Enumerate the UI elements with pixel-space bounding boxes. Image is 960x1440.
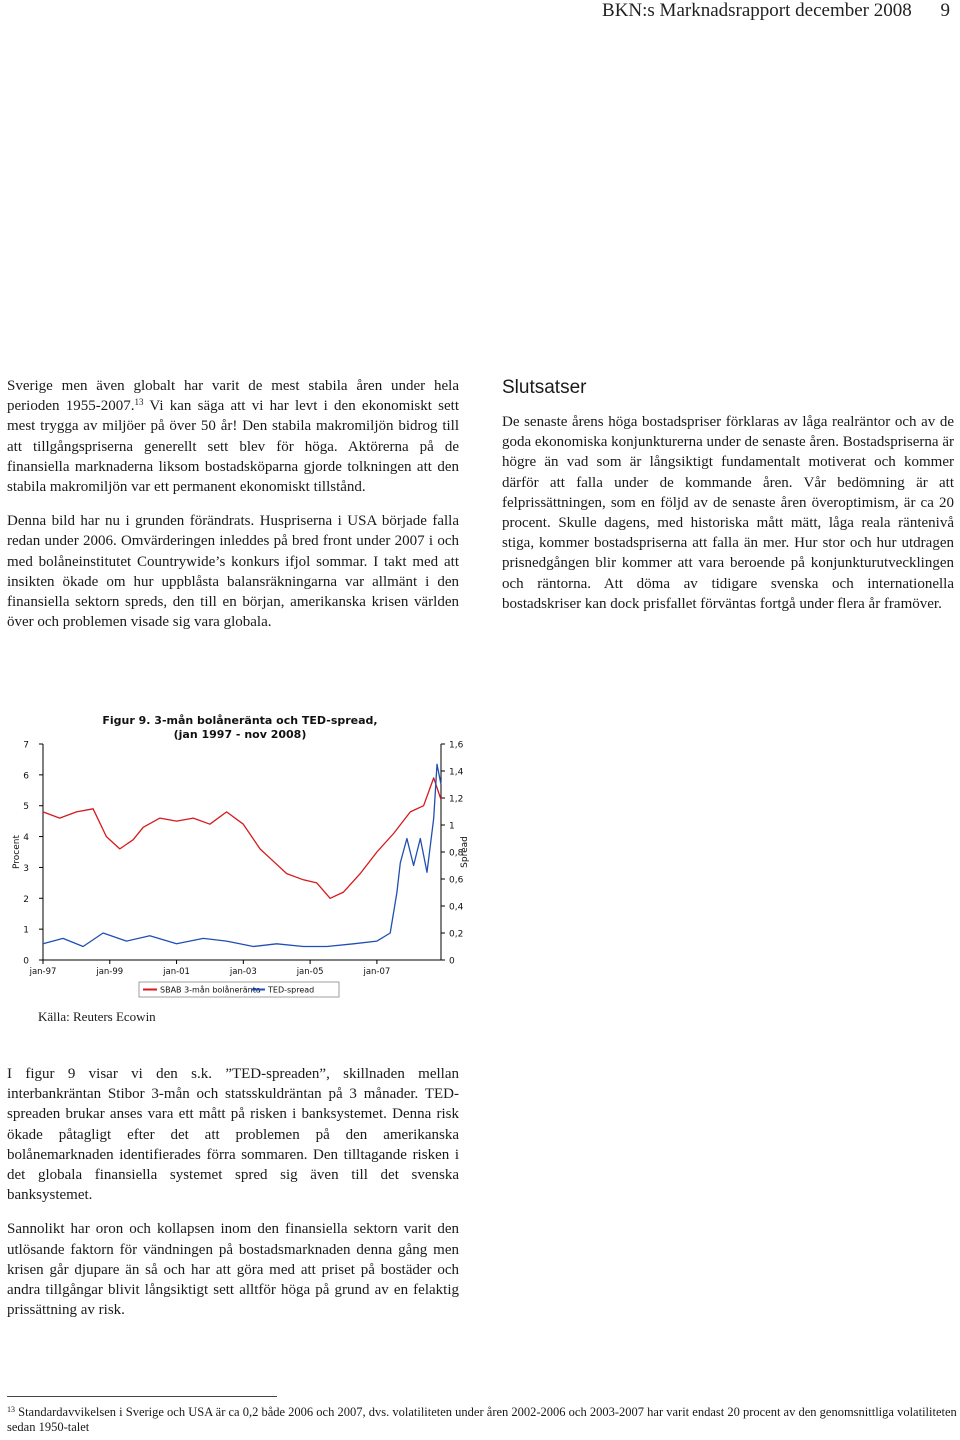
bottom-column [7, 1064, 459, 1334]
y-tick-label-right: 0,8 [449, 848, 464, 859]
y-tick-label-right: 1,4 [449, 767, 464, 778]
section-heading: Slutsatser [502, 377, 587, 398]
y-tick-label-right: 0,4 [449, 902, 464, 913]
figure-source: Källa: Reuters Ecowin [38, 1009, 156, 1024]
footnote-divider [7, 1396, 277, 1397]
x-tick-label: jan-03 [229, 967, 257, 977]
y-tick-label-right: 1,2 [449, 794, 464, 805]
y-tick-label-left: 2 [23, 894, 29, 905]
left-column [7, 376, 459, 646]
paragraph: I figur 9 visar vi den s.k. ”TED-spreaden”, skillnaden mellan interbankräntan Stibor 3-mån och statsskuldräntan på 3 månader. TED-spreaden brukar anses vara ett mått på risken i banksystemet. Denna risk ökade påtagligt efter det att problemen på den amerikanska bolånemarknaden identifierades förra sommaren. Den tilltagande risken i det globala finansiella systemet spred sig även till det svenska banksystemet. [7, 1066, 459, 1204]
x-tick-label: jan-05 [296, 967, 324, 977]
paragraph: Sannolikt har oron och kollapsen inom den finansiella sektorn varit den utlösande faktorn för vändningen på bostadsmarknaden denna gång men krisen går djupare än så och har att göra med att priset på bostäder och andra tillgångar blivit långsiktigt sett alltför höga på grund av en felaktig prissättning av risk. [7, 1221, 459, 1319]
y-tick-label-left: 4 [23, 833, 29, 844]
paragraph-text: Vi kan säga att vi har levt i den ekonomiskt sett mest trygga av miljöer på över 50 år! Den stabila makromiljön bidrog till att tillgångspriserna generellt sett blev för höga. Aktörerna på de finansiella marknaderna liksom bostadsköparna gjorde tolkningen att den stabila makromiljön var ett permanent ekonomiskt tillstånd. [7, 398, 459, 496]
chart-svg [5, 710, 475, 1005]
paragraph-text: Sverige men även globalt har varit de mest stabila åren under hela perioden 1955-2007. [7, 378, 459, 415]
right-column [502, 376, 954, 628]
x-tick-label: jan-97 [29, 967, 57, 977]
x-tick-label: jan-99 [96, 967, 124, 977]
chart-subtitle: (jan 1997 - nov 2008) [173, 728, 307, 741]
report-title: BKN:s Marknadsrapport december 2008 [602, 0, 912, 21]
chart-legend [139, 982, 339, 997]
legend-label: TED-spread [268, 985, 315, 995]
page-number: 9 [940, 0, 950, 21]
y-tick-label-right: 0,2 [449, 929, 464, 940]
chart-title: Figur 9. 3-mån bolåneränta och TED-spread, [102, 714, 378, 727]
paragraph: De senaste årens höga bostadspriser förklaras av låga realräntor och av de goda ekonomiska konjunkturerna under de senaste åren. Bostadspriserna är högre än vad som är långsiktigt fundamentalt motiverat och kommer därför att falla under de kommande åren. Vår bedömning är att felprissättningen, som en följd av de senaste åren överoptimism, är ca 20 procent. Skulle dagens, med historiska mått mätt, låga reala räntenivå stiga, kommer bostadspriserna att falla än mer. Hur stor och hur utdragen prisnedgången blir kommer att vara beroende på konjunkturutvecklingen och räntorna. Att döma av tidigare svenska och internationella bostadskriser kan dock prisfallet förväntas fortgå under flera år framöver. [502, 414, 954, 612]
y-tick-label-left: 1 [23, 925, 29, 936]
y-tick-label-left: 0 [23, 956, 29, 967]
x-tick-label: jan-07 [363, 967, 391, 977]
y-tick-label-right: 0,6 [449, 875, 464, 886]
y-axis-label-left: Procent [12, 835, 22, 869]
y-tick-label-left: 5 [23, 802, 29, 813]
y-tick-label-right: 0 [449, 956, 455, 967]
figure-9-chart [5, 710, 475, 1010]
y-tick-label-left: 3 [23, 863, 29, 874]
y-tick-label-left: 6 [23, 771, 29, 782]
y-tick-label-left: 7 [23, 740, 29, 751]
footnote-ref: 13 [134, 397, 144, 408]
y-tick-label-right: 1 [449, 821, 455, 832]
paragraph: Denna bild har nu i grunden förändrats. Huspriserna i USA började falla redan under 2006. Omvärderingen inleddes på bred front under 2007 i och med bolåneinstitutet Countrywide’s konkurs ifjol sommar. I takt med att insikten ökade om hur uppblåsta balansräkningarna var allmänt i den finansiella sektorn spreds, den till en början, amerikanska krisen världen över och problemen visade sig vara globala. [7, 513, 459, 631]
footnote-text: Standardavvikelsen i Sverige och USA är ca 0,2 både 2006 och 2007, dvs. volatiliteten under åren 2002-2006 och 2003-2007 har varit endast 20 procent av den genomsnittliga volatiliteten sedan 1950-talet [7, 1405, 957, 1434]
paragraph [7, 376, 459, 497]
page-header [578, 0, 950, 22]
y-axis-label-right: Spread [460, 836, 470, 868]
legend-label: SBAB 3-mån bolåneränta [160, 985, 261, 995]
footnote-number: 13 [7, 1405, 15, 1414]
footnote [7, 1405, 957, 1435]
y-tick-label-right: 1,6 [449, 740, 464, 751]
x-tick-label: jan-01 [163, 967, 190, 977]
